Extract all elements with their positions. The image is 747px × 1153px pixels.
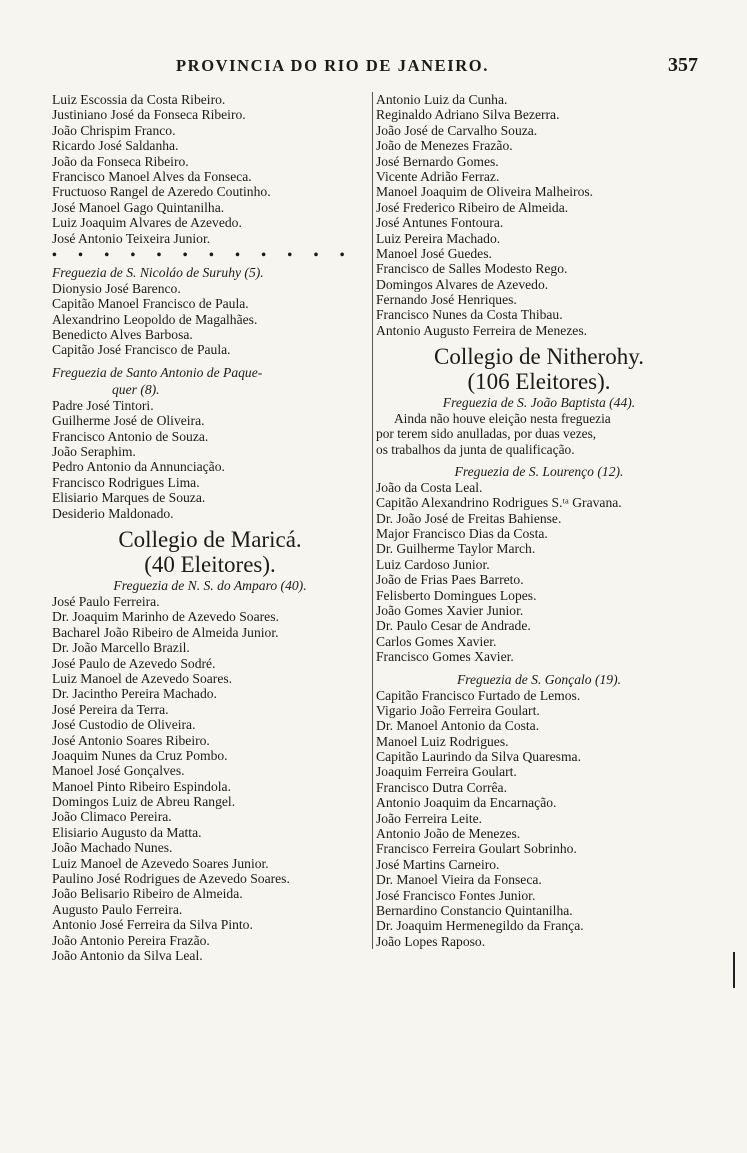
freguezia-heading: Freguezia de N. S. do Amparo (40). bbox=[113, 577, 307, 593]
page-header bbox=[52, 56, 698, 78]
note-line: Ainda não houve eleição nesta freguezia bbox=[394, 411, 611, 427]
name-entry: Benedicto Alves Barbosa. bbox=[52, 327, 193, 343]
name-entry: Antonio José Ferreira da Silva Pinto. bbox=[52, 917, 253, 933]
college-heading: Collegio de Nitherohy. bbox=[434, 344, 644, 370]
name-entry: José Antonio Teixeira Junior. bbox=[52, 230, 211, 246]
right-column bbox=[372, 92, 702, 949]
name-entry: Joaquim Ferreira Goulart. bbox=[376, 764, 517, 780]
name-entry: João Ferreira Leite. bbox=[376, 810, 483, 826]
name-list bbox=[52, 281, 368, 358]
name-entry: Antonio Luiz da Cunha. bbox=[376, 92, 508, 107]
freguezia-heading: Freguezia de S. Gonçalo (19). bbox=[456, 671, 622, 687]
name-entry: Bacharel João Ribeiro de Almeida Junior. bbox=[52, 624, 279, 640]
name-entry: Francisco Antonio de Souza. bbox=[52, 428, 209, 444]
name-entry: José Francisco Fontes Junior. bbox=[376, 887, 536, 903]
name-entry: Francisco Rodrigues Lima. bbox=[52, 474, 200, 490]
name-entry: José Custodio de Oliveira. bbox=[52, 717, 196, 733]
name-entry: Antonio João de Menezes. bbox=[376, 826, 521, 842]
name-entry: Padre José Tintori. bbox=[52, 397, 154, 413]
name-entry: João de Menezes Frazão. bbox=[376, 138, 513, 154]
ellipsis-dots: • • • • • • • • • • • • bbox=[52, 246, 354, 262]
name-entry: Major Francisco Dias da Costa. bbox=[376, 525, 548, 541]
name-entry: Carlos Gomes Xavier. bbox=[376, 633, 497, 649]
name-list bbox=[52, 398, 368, 521]
name-entry: José Antonio Soares Ribeiro. bbox=[52, 732, 210, 748]
name-list bbox=[52, 594, 368, 963]
name-entry: João Antonio Pereira Frazão. bbox=[52, 932, 210, 948]
name-entry: Justiniano José da Fonseca Ribeiro. bbox=[52, 107, 246, 123]
name-entry: Capitão Alexandrino Rodrigues S.ᵗᵃ Gravana. bbox=[376, 495, 622, 511]
name-entry: Manoel José Gonçalves. bbox=[52, 763, 185, 779]
name-list bbox=[376, 688, 702, 950]
name-entry: João Antonio da Silva Leal. bbox=[52, 947, 203, 963]
name-entry: José Paulo de Azevedo Sodré. bbox=[52, 655, 216, 671]
name-entry: Luiz Manoel de Azevedo Soares Junior. bbox=[52, 855, 269, 871]
name-entry: Manoel Pinto Ribeiro Espindola. bbox=[52, 778, 231, 794]
name-entry: Paulino José Rodrigues de Azevedo Soares. bbox=[52, 871, 290, 887]
note-line: por terem sido anulladas, por duas vezes, bbox=[376, 426, 597, 442]
name-entry: Antonio Augusto Ferreira de Menezes. bbox=[376, 322, 588, 338]
name-entry: João Belisario Ribeiro de Almeida. bbox=[52, 886, 243, 902]
name-entry: Manoel Joaquim de Oliveira Malheiros. bbox=[376, 184, 594, 200]
name-entry: Elisiario Marques de Souza. bbox=[52, 490, 206, 506]
name-entry: Pedro Antonio da Annunciação. bbox=[52, 459, 225, 475]
name-entry: Dr. Paulo Cesar de Andrade. bbox=[376, 618, 531, 634]
name-entry: João Chrispim Franco. bbox=[52, 122, 176, 138]
name-entry: Manoel Luiz Rodrigues. bbox=[376, 733, 509, 749]
name-entry: Capitão Francisco Furtado de Lemos. bbox=[376, 687, 581, 703]
name-entry: João Lopes Raposo. bbox=[376, 933, 486, 949]
name-entry: Antonio Joaquim da Encarnação. bbox=[376, 795, 557, 811]
name-entry: Dr. João Marcello Brazil. bbox=[52, 640, 190, 656]
left-column bbox=[52, 92, 368, 963]
name-entry: João José de Carvalho Souza. bbox=[376, 122, 538, 138]
name-entry: João Seraphim. bbox=[52, 444, 136, 460]
note-paragraph bbox=[376, 411, 702, 457]
college-heading: Collegio de Maricá. bbox=[118, 526, 302, 552]
freguezia-heading-cont: quer (8). bbox=[112, 381, 160, 397]
name-entry: Luiz Joaquim Alvares de Azevedo. bbox=[52, 215, 242, 231]
name-entry: Francisco Nunes da Costa Thibau. bbox=[376, 307, 563, 323]
name-entry: João Machado Nunes. bbox=[52, 840, 173, 856]
name-entry: Vigario João Ferreira Goulart. bbox=[376, 702, 540, 718]
name-entry: Dr. Jacintho Pereira Machado. bbox=[52, 686, 217, 702]
name-entry: Dionysio José Barenco. bbox=[52, 280, 181, 296]
name-list bbox=[376, 480, 702, 665]
name-entry: Dr. Manoel Antonio da Costa. bbox=[376, 718, 540, 734]
name-entry: Dr. Manoel Vieira da Fonseca. bbox=[376, 872, 542, 888]
name-entry: Vicente Adrião Ferraz. bbox=[376, 168, 500, 184]
name-entry: Francisco Gomes Xavier. bbox=[376, 649, 514, 665]
name-entry: Alexandrino Leopoldo de Magalhães. bbox=[52, 311, 258, 327]
name-entry: Luiz Pereira Machado. bbox=[376, 230, 501, 246]
name-entry: Domingos Luiz de Abreu Rangel. bbox=[52, 794, 236, 810]
name-entry: Luiz Escossia da Costa Ribeiro. bbox=[52, 92, 226, 107]
name-entry: Francisco de Salles Modesto Rego. bbox=[376, 261, 568, 277]
name-entry: Augusto Paulo Ferreira. bbox=[52, 901, 183, 917]
name-entry: José Manoel Gago Quintanilha. bbox=[52, 199, 225, 215]
name-entry: Guilherme José de Oliveira. bbox=[52, 413, 205, 429]
name-entry: Ricardo José Saldanha. bbox=[52, 138, 179, 154]
name-entry: Capitão Manoel Francisco de Paula. bbox=[52, 296, 249, 312]
name-entry: Elisiario Augusto da Matta. bbox=[52, 824, 202, 840]
name-entry: João da Costa Leal. bbox=[376, 479, 483, 495]
name-entry: João Gomes Xavier Junior. bbox=[376, 602, 524, 618]
name-entry: Fernando José Henriques. bbox=[376, 292, 517, 308]
name-entry: Francisco Ferreira Goulart Sobrinho. bbox=[376, 841, 577, 857]
name-entry: Bernardino Constancio Quintanilha. bbox=[376, 902, 573, 918]
name-entry: Francisco Manoel Alves da Fonseca. bbox=[52, 168, 252, 184]
name-entry: Dr. Guilherme Taylor March. bbox=[376, 541, 536, 557]
name-list bbox=[376, 92, 702, 338]
page-title: PROVINCIA DO RIO DE JANEIRO. bbox=[176, 56, 489, 75]
name-entry: Domingos Alvares de Azevedo. bbox=[376, 276, 549, 292]
name-entry: Luiz Cardoso Junior. bbox=[376, 556, 490, 572]
name-entry: José Martins Carneiro. bbox=[376, 856, 500, 872]
name-entry: Luiz Manoel de Azevedo Soares. bbox=[52, 670, 233, 686]
name-entry: Joaquim Nunes da Cruz Pombo. bbox=[52, 747, 228, 763]
name-entry: João da Fonseca Ribeiro. bbox=[52, 153, 189, 169]
name-entry: Felisberto Domingues Lopes. bbox=[376, 587, 537, 603]
name-entry: Dr. João José de Freitas Bahiense. bbox=[376, 510, 562, 526]
name-list bbox=[52, 92, 368, 246]
freguezia-heading: Freguezia de S. Lourenço (12). bbox=[454, 463, 624, 479]
name-entry: Francisco Dutra Corrêa. bbox=[376, 779, 507, 795]
name-entry: José Paulo Ferreira. bbox=[52, 593, 160, 609]
name-entry: Dr. Joaquim Marinho de Azevedo Soares. bbox=[52, 609, 279, 625]
freguezia-heading: Freguezia de S. Nicoláo de Suruhy (5). bbox=[52, 264, 264, 280]
name-entry: Capitão Laurindo da Silva Quaresma. bbox=[376, 749, 581, 765]
name-entry: José Antunes Fontoura. bbox=[376, 215, 504, 231]
name-entry: José Pereira da Terra. bbox=[52, 701, 169, 717]
note-line: os trabalhos da junta de qualificação. bbox=[376, 441, 575, 457]
name-entry: Capitão José Francisco de Paula. bbox=[52, 342, 231, 358]
name-entry: João de Frias Paes Barreto. bbox=[376, 572, 524, 588]
freguezia-heading: Freguezia de Santo Antonio de Paque- bbox=[52, 364, 263, 380]
page-number: 357 bbox=[668, 54, 698, 76]
name-entry: José Frederico Ribeiro de Almeida. bbox=[376, 199, 569, 215]
name-entry: José Bernardo Gomes. bbox=[376, 153, 499, 169]
college-electors: (40 Eleitores). bbox=[144, 551, 276, 577]
name-entry: João Climaco Pereira. bbox=[52, 809, 172, 825]
name-entry: Dr. Joaquim Hermenegildo da França. bbox=[376, 918, 584, 934]
name-entry: Desiderio Maldonado. bbox=[52, 505, 174, 521]
name-entry: Reginaldo Adriano Silva Bezerra. bbox=[376, 107, 560, 123]
name-entry: Manoel José Guedes. bbox=[376, 245, 492, 261]
freguezia-heading: Freguezia de S. João Baptista (44). bbox=[442, 395, 636, 411]
margin-mark bbox=[733, 952, 735, 988]
name-entry: Fructuoso Rangel de Azeredo Coutinho. bbox=[52, 184, 271, 200]
college-electors: (106 Eleitores). bbox=[467, 369, 611, 395]
